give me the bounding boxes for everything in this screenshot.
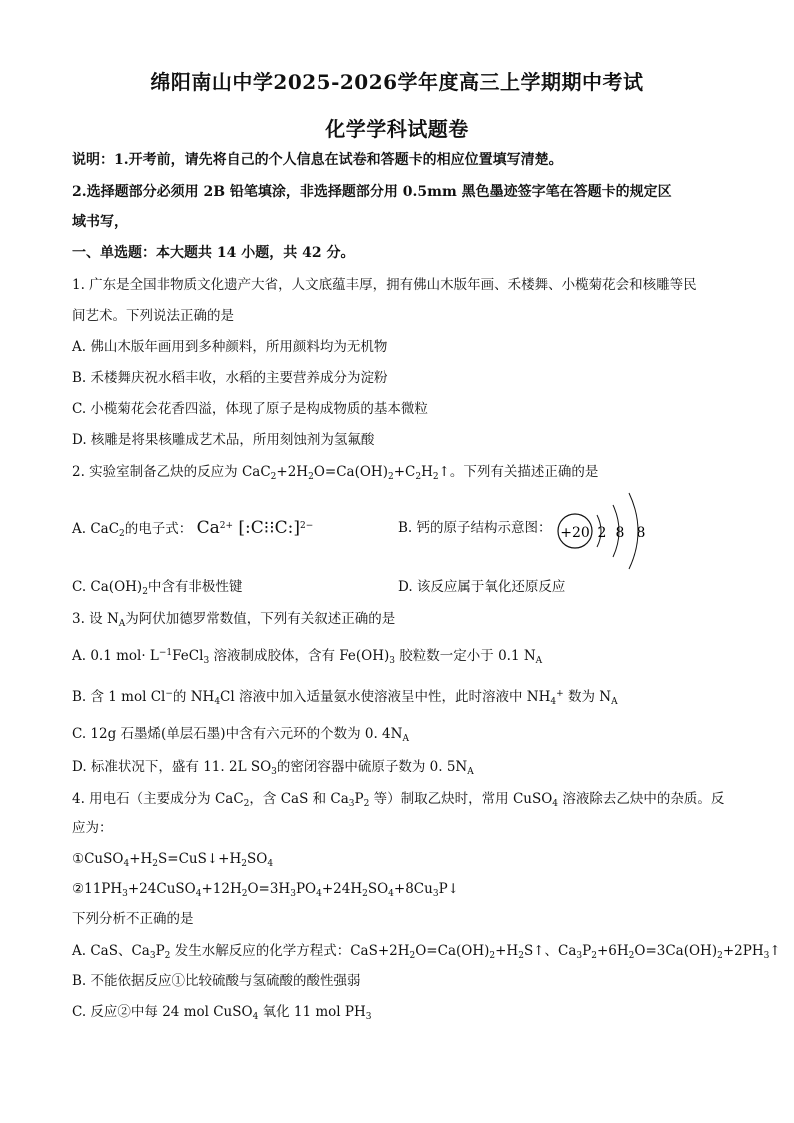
note-2b: 域书写， [72, 214, 128, 230]
q4-option-b: B. 不能依据反应①比较硫酸与氢硫酸的酸性强弱 [72, 973, 361, 989]
note-2a: 2.选择题部分必须用 2B 铅笔填涂，非选择题部分用 0.5mm 黑色墨迹签字笔在答题卡的规定区 [72, 184, 672, 200]
q1-option-d: D. 核雕是将果核雕成艺术品，所用刻蚀剂为氢氟酸 [72, 432, 375, 448]
q1-stem-b: 间艺术。下列说法正确的是 [72, 308, 234, 324]
electron-formula: $Ca^{2+}$ [:C⁝⁝C:]$^{2-}$ [196, 518, 314, 538]
calcium-atom-diagram [555, 489, 655, 574]
q3-option-c: C. 12g 石墨烯(单层石墨)中含有六元环的个数为 0. $4N_A$ [72, 726, 409, 744]
q2-option-a: A. CaC$_2$的电子式： $Ca^{2+}$ [:C⁝⁝C:]$^{2-}$ [72, 518, 314, 539]
q3-stem: 3. 设 $N_A$为阿伏加德罗常数值，下列有关叙述正确的是 [72, 611, 396, 629]
q1-option-b: B. 禾楼舞庆祝水稻丰收，水稻的主要营养成分为淀粉 [72, 370, 388, 386]
q3-option-b: B. 含 1 mol Cl−的 $NH_4Cl$ 溶液中加入适量氨水使溶液呈中性，此时溶液中 $NH_4^+$ 数为 $N_A$ [72, 689, 618, 707]
q2-option-d: D. 该反应属于氧化还原反应 [398, 579, 566, 595]
q4-reaction-1: $①CuSO_4+H_2S=CuS↓+H_2SO_4$ [72, 851, 274, 869]
section-heading: 一、单选题：本大题共 14 小题，共 42 分。 [72, 245, 355, 261]
q2-stem: 2. 实验室制备乙炔的反应为 $CaC_2+2H_2O=Ca(OH)_2+C_2H_2↑$。下列有关描述正确的是 [72, 464, 599, 482]
shell-2-count: 8 [615, 525, 625, 541]
q1-option-c: C. 小榄菊花会花香四溢，体现了原子是构成物质的基本微粒 [72, 401, 428, 417]
q3-option-d: D. 标准状况下，盛有 11. 2L $SO_3$的密闭容器中硫原子数为 0. $5N_A$ [72, 759, 474, 777]
shell-1-count: 2 [597, 525, 607, 541]
nucleus-label: +20 [560, 525, 590, 541]
q4-option-a: A. CaS、$Ca_3P_2$ 发生水解反应的化学方程式：$CaS+2H_2O=Ca(OH)_2+H_2S↑$、$Ca_3P_2+6H_2O=3Ca(OH)_2+2PH_3↑$ [72, 943, 781, 961]
exam-subtitle: 化学学科试题卷 [325, 117, 469, 141]
shell-3-count: 8 [636, 525, 646, 541]
q4-stem-a: 4. 用电石（主要成分为 CaC$_2$，含 CaS 和 $Ca_3P_2$ 等）制取乙炔时，常用 CuSO$_4$ 溶液除去乙炔中的杂质。反 [72, 791, 725, 809]
q4-reaction-2: $②11PH_3+24CuSO_4+12H_2O=3H_3PO_4+24H_2SO_4+8Cu_3P↓$ [72, 881, 459, 899]
q4-option-c: C. 反应②中每 24 mol CuSO$_4$ 氧化 11 mol $PH_3$ [72, 1004, 372, 1022]
q1-stem-a: 1. 广东是全国非物质文化遗产大省，人文底蕴丰厚，拥有佛山木版年画、禾楼舞、小榄菊花会和核雕等民 [72, 277, 697, 293]
q2-option-b: B. 钙的原子结构示意图： [398, 520, 552, 536]
q1-option-a: A. 佛山木版年画用到多种颜料，所用颜料均为无机物 [72, 339, 388, 355]
q2-option-c: C. $Ca(OH)_2$中含有非极性键 [72, 579, 243, 597]
note-1: 说明：1.开考前，请先将自己的个人信息在试卷和答题卡的相应位置填写清楚。 [72, 152, 563, 168]
q3-option-a: A. 0.1 $mol\cdot L^{-1}FeCl_3$ 溶液制成胶体，含有 $Fe(OH)_3$ 胶粒数一定小于 0.1 $N_A$ [72, 648, 543, 666]
q4-stem-b: 应为： [72, 820, 113, 836]
exam-title: 绵阳南山中学2025-2026学年度高三上学期期中考试 [150, 70, 644, 94]
q4-question: 下列分析不正确的是 [72, 911, 194, 927]
